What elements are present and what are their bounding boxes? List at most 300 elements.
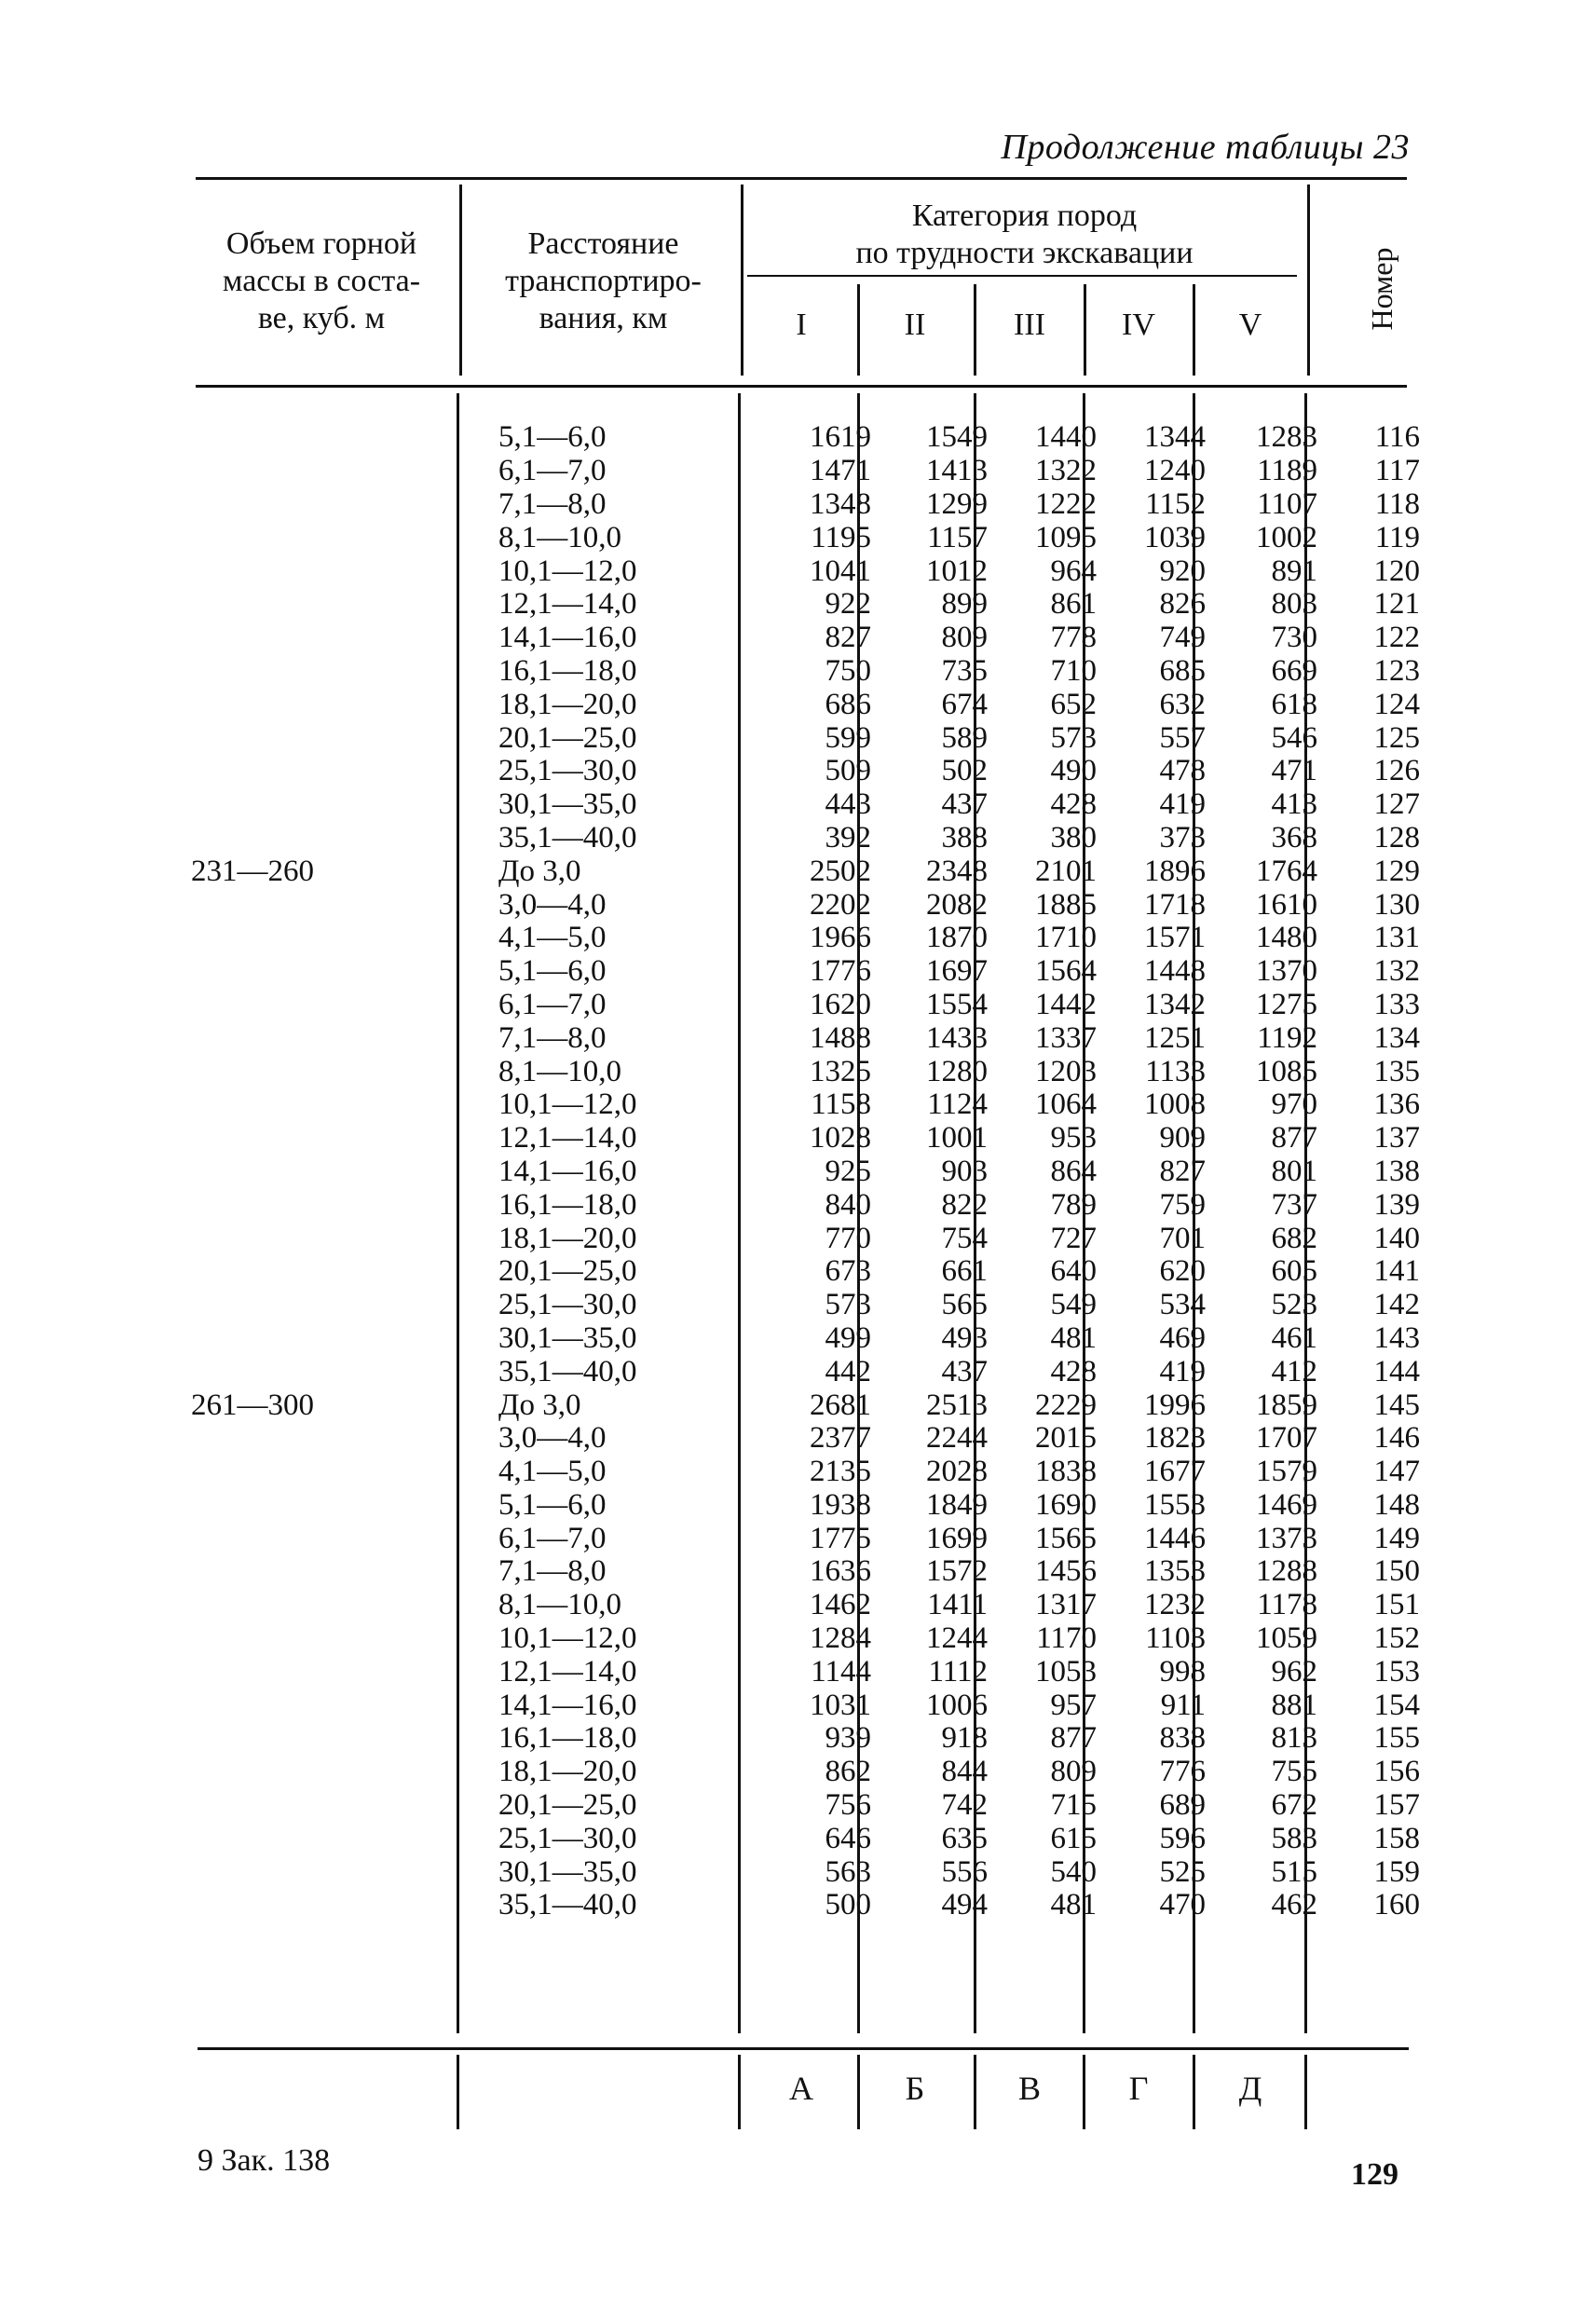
cat-IV-cell: 525	[1159, 1854, 1206, 1889]
distance-cell: 30,1—35,0	[498, 787, 637, 822]
row-number-cell: 119	[1374, 520, 1420, 554]
volume-cell	[186, 1055, 480, 1088]
table-row	[186, 1422, 1420, 1456]
category-header-line-2: по трудности экскавации	[855, 236, 1194, 270]
row-number-cell: 120	[1373, 554, 1420, 588]
cat-III-cell: 1222	[1035, 486, 1097, 521]
footer-vline-6	[1193, 2055, 1195, 2129]
row-number-cell: 157	[1373, 1788, 1420, 1823]
cat-III-cell: 1064	[1035, 1087, 1097, 1122]
distance-cell: 25,1—30,0	[498, 1288, 637, 1322]
cat-II-cell: 502	[941, 754, 988, 788]
cat-III-cell: 864	[1050, 1154, 1097, 1188]
row-number-cell: 135	[1373, 1054, 1420, 1088]
cat-I-cell: 1284	[810, 1621, 871, 1656]
volume-cell	[186, 588, 480, 622]
header-vline-6	[1193, 284, 1195, 376]
volume-header-line-2: массы в соста-	[222, 264, 421, 298]
cat-II-cell: 1112	[928, 1654, 988, 1689]
cat-V-cell: 1085	[1256, 1054, 1317, 1088]
distance-cell: До 3,0	[498, 854, 581, 888]
distance-cell: 18,1—20,0	[498, 1755, 637, 1789]
category-header-III: III	[1014, 308, 1045, 342]
cat-I-cell: 2135	[810, 1455, 871, 1489]
distance-cell: 10,1—12,0	[498, 554, 637, 588]
volume-cell	[186, 1422, 480, 1456]
cat-II-cell: 1411	[927, 1588, 988, 1622]
table-row	[186, 822, 1420, 855]
cat-III-cell: 861	[1050, 587, 1097, 622]
table-row	[186, 1789, 1420, 1823]
table-row	[186, 1756, 1420, 1789]
table-row	[186, 1655, 1420, 1689]
cat-II-cell: 661	[941, 1254, 988, 1289]
cat-III-cell: 809	[1050, 1755, 1097, 1789]
table-row	[186, 488, 1420, 522]
footer-letter-G: Г	[1128, 2070, 1149, 2107]
volume-cell	[186, 655, 480, 689]
cat-V-cell: 970	[1271, 1087, 1317, 1122]
footer-letter-B: Б	[905, 2070, 925, 2107]
distance-cell: 14,1—16,0	[498, 1154, 637, 1188]
cat-II-cell: 437	[941, 787, 988, 822]
distance-cell: 7,1—8,0	[498, 1020, 607, 1055]
cat-III-cell: 652	[1050, 687, 1097, 721]
cat-II-cell: 493	[941, 1320, 988, 1355]
footer-vline-7	[1304, 2055, 1307, 2129]
cat-I-cell: 686	[825, 687, 871, 721]
volume-cell	[186, 1689, 480, 1722]
footer-vline-1	[457, 2055, 459, 2129]
row-number-cell: 160	[1373, 1888, 1420, 1922]
cat-I-cell: 509	[825, 754, 871, 788]
volume-cell	[186, 455, 480, 488]
row-number-cell: 128	[1373, 820, 1420, 855]
cat-I-cell: 750	[825, 653, 871, 688]
cat-II-cell: 1001	[926, 1121, 988, 1156]
row-number-cell: 156	[1373, 1755, 1420, 1789]
volume-cell	[186, 622, 480, 655]
cat-III-cell: 540	[1050, 1854, 1097, 1889]
volume-cell	[186, 1555, 480, 1589]
table-row	[186, 1522, 1420, 1555]
cat-V-cell: 523	[1271, 1288, 1317, 1322]
cat-V-cell: 1373	[1256, 1521, 1317, 1555]
cat-V-cell: 877	[1271, 1121, 1317, 1156]
cat-I-cell: 1158	[811, 1087, 871, 1122]
cat-IV-cell: 689	[1159, 1788, 1206, 1823]
header-vline-5	[1084, 284, 1086, 376]
table-row	[186, 1589, 1420, 1622]
cat-I-cell: 1775	[810, 1521, 871, 1555]
distance-header-line-3: вания, км	[539, 301, 668, 335]
table-row	[186, 455, 1420, 488]
cat-I-cell: 1031	[810, 1688, 871, 1722]
cat-IV-cell: 776	[1159, 1755, 1206, 1789]
cat-II-cell: 2513	[926, 1388, 988, 1422]
row-number-cell: 118	[1374, 486, 1420, 521]
cat-II-cell: 1012	[926, 554, 988, 588]
cat-IV-cell: 478	[1159, 754, 1206, 788]
cat-III-cell: 2101	[1035, 854, 1097, 888]
cat-II-cell: 754	[941, 1221, 988, 1255]
cat-V-cell: 1275	[1256, 987, 1317, 1021]
cat-I-cell: 1462	[810, 1588, 871, 1622]
table-row	[186, 622, 1420, 655]
cat-III-cell: 789	[1050, 1187, 1097, 1222]
cat-II-cell: 809	[941, 621, 988, 655]
cat-IV-cell: 534	[1159, 1288, 1206, 1322]
cat-I-cell: 2377	[810, 1421, 871, 1456]
table-row	[186, 1322, 1420, 1356]
cat-I-cell: 827	[825, 621, 871, 655]
cat-V-cell: 583	[1271, 1821, 1317, 1855]
volume-cell	[186, 1589, 480, 1622]
cat-III-cell: 1203	[1035, 1054, 1097, 1088]
cat-III-cell: 953	[1050, 1121, 1097, 1156]
cat-IV-cell: 470	[1159, 1888, 1206, 1922]
cat-I-cell: 1348	[810, 486, 871, 521]
row-number-cell: 122	[1373, 621, 1420, 655]
cat-I-cell: 1938	[810, 1487, 871, 1522]
cat-III-cell: 1838	[1035, 1455, 1097, 1489]
cat-IV-cell: 1103	[1145, 1621, 1206, 1656]
cat-III-cell: 615	[1050, 1821, 1097, 1855]
cat-IV-cell: 1152	[1145, 486, 1206, 521]
cat-II-cell: 674	[941, 687, 988, 721]
table-row	[186, 855, 1420, 888]
cat-III-cell: 1095	[1035, 520, 1097, 554]
cat-V-cell: 1002	[1256, 520, 1317, 554]
cat-V-cell: 1469	[1256, 1487, 1317, 1522]
table-row	[186, 1055, 1420, 1088]
cat-II-cell: 1157	[927, 520, 988, 554]
cat-I-cell: 1471	[810, 454, 871, 488]
cat-II-cell: 1124	[927, 1087, 988, 1122]
header-vline-2	[741, 185, 743, 376]
cat-I-cell: 1636	[810, 1554, 871, 1589]
cat-IV-cell: 1446	[1144, 1521, 1206, 1555]
data-table-body	[186, 421, 1420, 1922]
cat-IV-cell: 557	[1159, 720, 1206, 755]
cat-V-cell: 413	[1271, 787, 1317, 822]
cat-III-cell: 1565	[1035, 1521, 1097, 1555]
category-subheader-rule	[747, 275, 1297, 277]
distance-cell: 18,1—20,0	[498, 1221, 637, 1255]
header-vline-3	[857, 284, 860, 376]
row-number-cell: 137	[1373, 1121, 1420, 1156]
cat-II-cell: 437	[941, 1354, 988, 1388]
cat-III-cell: 1710	[1035, 921, 1097, 955]
row-number-cell: 151	[1373, 1588, 1420, 1622]
cat-V-cell: 1107	[1257, 486, 1317, 521]
distance-cell: 8,1—10,0	[498, 1588, 621, 1622]
cat-I-cell: 1776	[810, 954, 871, 989]
footer-vline-4	[974, 2055, 976, 2129]
volume-cell	[186, 1156, 480, 1189]
cat-IV-cell: 1571	[1144, 921, 1206, 955]
volume-cell	[186, 488, 480, 522]
cat-II-cell: 844	[941, 1755, 988, 1789]
cat-V-cell: 1059	[1256, 1621, 1317, 1656]
cat-I-cell: 1619	[810, 420, 871, 455]
volume-cell	[186, 1722, 480, 1756]
table-row	[186, 1489, 1420, 1523]
distance-cell: 16,1—18,0	[498, 1187, 637, 1222]
cat-IV-cell: 1344	[1144, 420, 1206, 455]
cat-I-cell: 840	[825, 1187, 871, 1222]
cat-V-cell: 813	[1271, 1721, 1317, 1756]
header-vline-7	[1307, 185, 1310, 376]
category-header-line-1: Категория пород	[911, 198, 1138, 233]
cat-III-cell: 640	[1050, 1254, 1097, 1289]
table-row	[186, 1822, 1420, 1855]
row-number-cell: 130	[1373, 887, 1420, 922]
cat-III-cell: 380	[1050, 820, 1097, 855]
cat-V-cell: 1283	[1256, 420, 1317, 455]
cat-I-cell: 1028	[810, 1121, 871, 1156]
row-number-cell: 121	[1373, 587, 1420, 622]
cat-IV-cell: 827	[1159, 1154, 1206, 1188]
table-row	[186, 1388, 1420, 1422]
cat-V-cell: 730	[1271, 621, 1317, 655]
table-row	[186, 1855, 1420, 1889]
cat-II-cell: 1697	[926, 954, 988, 989]
cat-IV-cell: 632	[1159, 687, 1206, 721]
cat-II-cell: 1554	[926, 987, 988, 1021]
cat-I-cell: 2202	[810, 887, 871, 922]
cat-IV-cell: 419	[1159, 787, 1206, 822]
cat-III-cell: 428	[1050, 787, 1097, 822]
distance-cell: 16,1—18,0	[498, 653, 637, 688]
cat-IV-cell: 1232	[1144, 1588, 1206, 1622]
cat-IV-cell: 759	[1159, 1187, 1206, 1222]
cat-IV-cell: 596	[1159, 1821, 1206, 1855]
cat-I-cell: 862	[825, 1755, 871, 1789]
cat-III-cell: 964	[1050, 554, 1097, 588]
cat-II-cell: 2028	[926, 1455, 988, 1489]
table-row	[186, 1255, 1420, 1289]
cat-V-cell: 891	[1271, 554, 1317, 588]
cat-III-cell: 877	[1050, 1721, 1097, 1756]
cat-I-cell: 563	[825, 1854, 871, 1889]
volume-cell	[186, 1222, 480, 1255]
header-vline-4	[974, 284, 976, 376]
volume-cell	[186, 822, 480, 855]
cat-III-cell: 490	[1050, 754, 1097, 788]
category-header-V: V	[1238, 308, 1262, 342]
cat-II-cell: 1699	[926, 1521, 988, 1555]
cat-I-cell: 2681	[810, 1388, 871, 1422]
volume-cell	[186, 1021, 480, 1055]
cat-II-cell: 903	[941, 1154, 988, 1188]
table-row	[186, 721, 1420, 755]
cat-II-cell: 388	[941, 820, 988, 855]
cat-I-cell: 392	[825, 820, 871, 855]
volume-cell	[186, 888, 480, 922]
distance-cell: 30,1—35,0	[498, 1320, 637, 1355]
volume-cell	[186, 688, 480, 721]
cat-V-cell: 471	[1271, 754, 1317, 788]
cat-V-cell: 1189	[1257, 454, 1317, 488]
cat-III-cell: 1337	[1035, 1020, 1097, 1055]
distance-cell: 12,1—14,0	[498, 1121, 637, 1156]
cat-III-cell: 1456	[1035, 1554, 1097, 1589]
cat-IV-cell: 1133	[1145, 1054, 1206, 1088]
row-number-cell: 133	[1373, 987, 1420, 1021]
distance-cell: 8,1—10,0	[498, 1054, 621, 1088]
volume-cell	[186, 1289, 480, 1322]
cat-II-cell: 556	[941, 1854, 988, 1889]
cat-I-cell: 939	[825, 1721, 871, 1756]
cat-V-cell: 1610	[1256, 887, 1317, 922]
cat-I-cell: 925	[825, 1154, 871, 1188]
cat-IV-cell: 701	[1159, 1221, 1206, 1255]
cat-II-cell: 918	[941, 1721, 988, 1756]
table-row	[186, 1889, 1420, 1922]
volume-cell	[186, 788, 480, 822]
row-number-cell: 134	[1373, 1020, 1420, 1055]
number-column-header: Номер	[1365, 247, 1398, 331]
volume-cell	[186, 1822, 480, 1855]
cat-IV-cell: 911	[1160, 1688, 1206, 1722]
cat-II-cell: 822	[941, 1187, 988, 1222]
row-number-cell: 149	[1373, 1521, 1420, 1555]
cat-II-cell: 1006	[926, 1688, 988, 1722]
cat-IV-cell: 1823	[1144, 1421, 1206, 1456]
header-vline-1	[459, 185, 462, 376]
volume-cell	[186, 955, 480, 989]
data-table	[186, 421, 1420, 1922]
row-number-cell: 116	[1374, 420, 1420, 455]
distance-cell: 10,1—12,0	[498, 1087, 637, 1122]
cat-IV-cell: 1677	[1144, 1455, 1206, 1489]
row-number-cell: 132	[1373, 954, 1420, 989]
distance-cell: 7,1—8,0	[498, 1554, 607, 1589]
cat-III-cell: 1322	[1035, 454, 1097, 488]
volume-cell	[186, 1188, 480, 1222]
table-row	[186, 521, 1420, 554]
table-row	[186, 1188, 1420, 1222]
volume-cell	[186, 1122, 480, 1156]
row-number-cell: 142	[1373, 1288, 1420, 1322]
cat-I-cell: 442	[825, 1354, 871, 1388]
table-row	[186, 1156, 1420, 1189]
distance-cell: 35,1—40,0	[498, 820, 637, 855]
cat-II-cell: 1299	[926, 486, 988, 521]
volume-cell	[186, 554, 480, 588]
cat-V-cell: 546	[1271, 720, 1317, 755]
distance-cell: 12,1—14,0	[498, 1654, 637, 1689]
cat-IV-cell: 685	[1159, 653, 1206, 688]
table-row	[186, 922, 1420, 955]
distance-cell: 3,0—4,0	[498, 1421, 607, 1456]
cat-IV-cell: 620	[1159, 1254, 1206, 1289]
cat-III-cell: 1053	[1035, 1654, 1097, 1689]
volume-cell: 261—300	[191, 1388, 314, 1422]
cat-V-cell: 881	[1271, 1688, 1317, 1722]
row-number-cell: 131	[1373, 921, 1420, 955]
distance-cell: 6,1—7,0	[498, 454, 607, 488]
cat-III-cell: 710	[1050, 653, 1097, 688]
cat-V-cell: 1707	[1256, 1421, 1317, 1456]
distance-cell: 14,1—16,0	[498, 1688, 637, 1722]
header-separator-rule	[196, 385, 1407, 388]
cat-I-cell: 770	[825, 1221, 871, 1255]
cat-I-cell: 646	[825, 1821, 871, 1855]
cat-IV-cell: 1240	[1144, 454, 1206, 488]
distance-cell: 25,1—30,0	[498, 754, 637, 788]
footer-vline-5	[1083, 2055, 1085, 2129]
row-number-cell: 154	[1373, 1688, 1420, 1722]
cat-II-cell: 1849	[926, 1487, 988, 1522]
cat-I-cell: 756	[825, 1788, 871, 1823]
volume-cell: 231—260	[191, 854, 314, 888]
cat-I-cell: 1144	[811, 1654, 871, 1689]
cat-III-cell: 1170	[1036, 1621, 1097, 1656]
row-number-cell: 148	[1373, 1487, 1420, 1522]
cat-V-cell: 461	[1271, 1320, 1317, 1355]
distance-cell: 20,1—25,0	[498, 1788, 637, 1823]
category-header-II: II	[904, 308, 926, 342]
cat-IV-cell: 838	[1159, 1721, 1206, 1756]
table-row	[186, 888, 1420, 922]
cat-II-cell: 1244	[926, 1621, 988, 1656]
cat-IV-cell: 1008	[1144, 1087, 1206, 1122]
volume-cell	[186, 421, 480, 455]
cat-V-cell: 672	[1271, 1788, 1317, 1823]
cat-I-cell: 2502	[810, 854, 871, 888]
cat-I-cell: 1488	[810, 1020, 871, 1055]
cat-III-cell: 957	[1050, 1688, 1097, 1722]
cat-II-cell: 2244	[926, 1421, 988, 1456]
row-number-cell: 144	[1373, 1354, 1420, 1388]
row-number-cell: 153	[1373, 1654, 1420, 1689]
distance-cell: 10,1—12,0	[498, 1621, 637, 1656]
row-number-cell: 127	[1373, 787, 1420, 822]
cat-I-cell: 1325	[810, 1054, 871, 1088]
distance-cell: 4,1—5,0	[498, 921, 607, 955]
cat-III-cell: 727	[1050, 1221, 1097, 1255]
volume-cell	[186, 721, 480, 755]
cat-V-cell: 669	[1271, 653, 1317, 688]
cat-V-cell: 755	[1271, 1755, 1317, 1789]
cat-II-cell: 735	[941, 653, 988, 688]
distance-cell: 20,1—25,0	[498, 1254, 637, 1289]
row-number-cell: 136	[1373, 1087, 1420, 1122]
cat-III-cell: 2015	[1035, 1421, 1097, 1456]
cat-III-cell: 1317	[1035, 1588, 1097, 1622]
cat-I-cell: 1620	[810, 987, 871, 1021]
distance-column-header	[471, 226, 736, 337]
volume-cell	[186, 1355, 480, 1388]
cat-III-cell: 1885	[1035, 887, 1097, 922]
cat-IV-cell: 1718	[1144, 887, 1206, 922]
volume-cell	[186, 1622, 480, 1656]
row-number-cell: 126	[1373, 754, 1420, 788]
table-row	[186, 1722, 1420, 1756]
cat-III-cell: 1442	[1035, 987, 1097, 1021]
table-row	[186, 1122, 1420, 1156]
cat-III-cell: 715	[1050, 1788, 1097, 1823]
cat-I-cell: 599	[825, 720, 871, 755]
table-row	[186, 1289, 1420, 1322]
row-number-cell: 155	[1373, 1721, 1420, 1756]
cat-II-cell: 589	[941, 720, 988, 755]
distance-cell: 6,1—7,0	[498, 987, 607, 1021]
cat-V-cell: 412	[1271, 1354, 1317, 1388]
cat-II-cell: 2348	[926, 854, 988, 888]
